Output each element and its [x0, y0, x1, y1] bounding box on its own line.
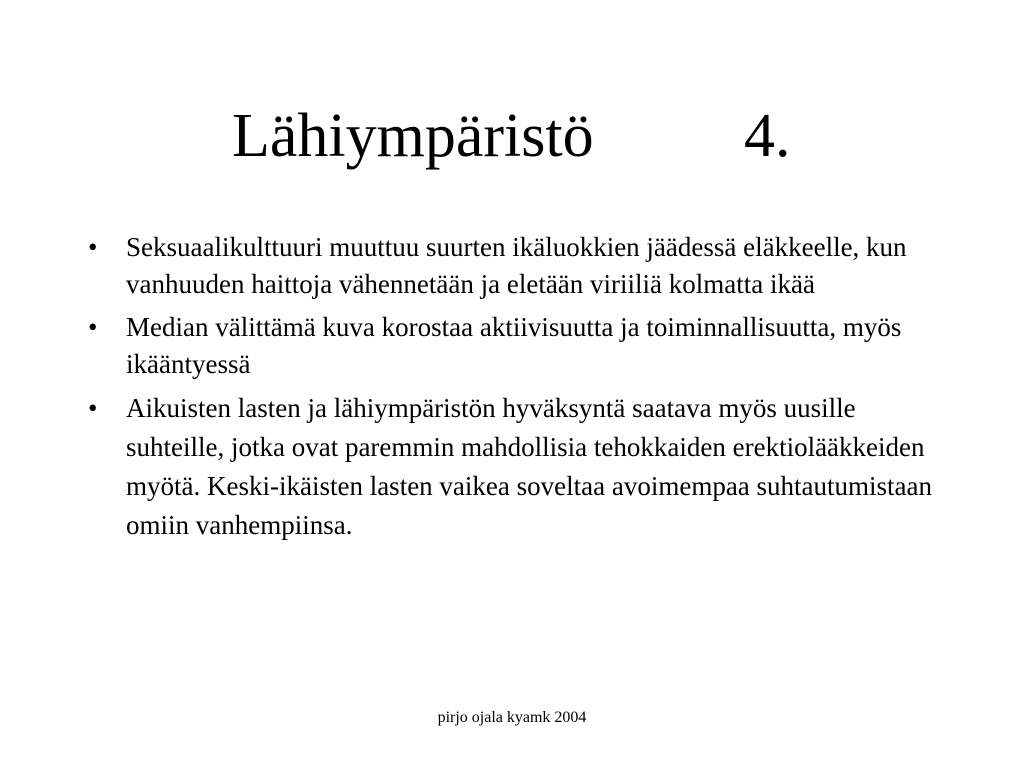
bullet-item-1 [82, 229, 952, 303]
bullet-icon: • [88, 393, 98, 423]
bullet-text: Aikuisten lasten ja lähiympäristön hyväksyntä saatava myös uusille suhteille, jotka ovat paremmin mahdollisia tehokkaiden erektiolääkkeiden myötä. Keski-ikäisten lasten vaikea soveltaa avoimempaa suhtautumistaan omiin vanhempiinsa. [126, 393, 933, 540]
slide-number-label: 4. [744, 102, 791, 170]
slide-footer: pirjo ojala kyamk 2004 [437, 709, 587, 726]
slide-title [0, 96, 1024, 176]
bullet-icon: • [88, 232, 98, 262]
bullet-text: Median välittämä kuva korostaa aktiivisuutta ja toiminnallisuutta, myös ikääntyessä [126, 312, 902, 379]
bullet-item-2 [82, 309, 952, 383]
bullet-icon: • [88, 312, 98, 342]
slide-title-text: Lähiympäristö [232, 102, 594, 170]
bullet-list [82, 229, 952, 551]
bullet-item-3 [82, 389, 952, 545]
bullet-text: Seksuaalikulttuuri muuttuu suurten ikäluokkien jäädessä eläkkeelle, kun vanhuuden haittoja vähennetään ja eletään viriiliä kolmatta ikää [126, 232, 907, 299]
